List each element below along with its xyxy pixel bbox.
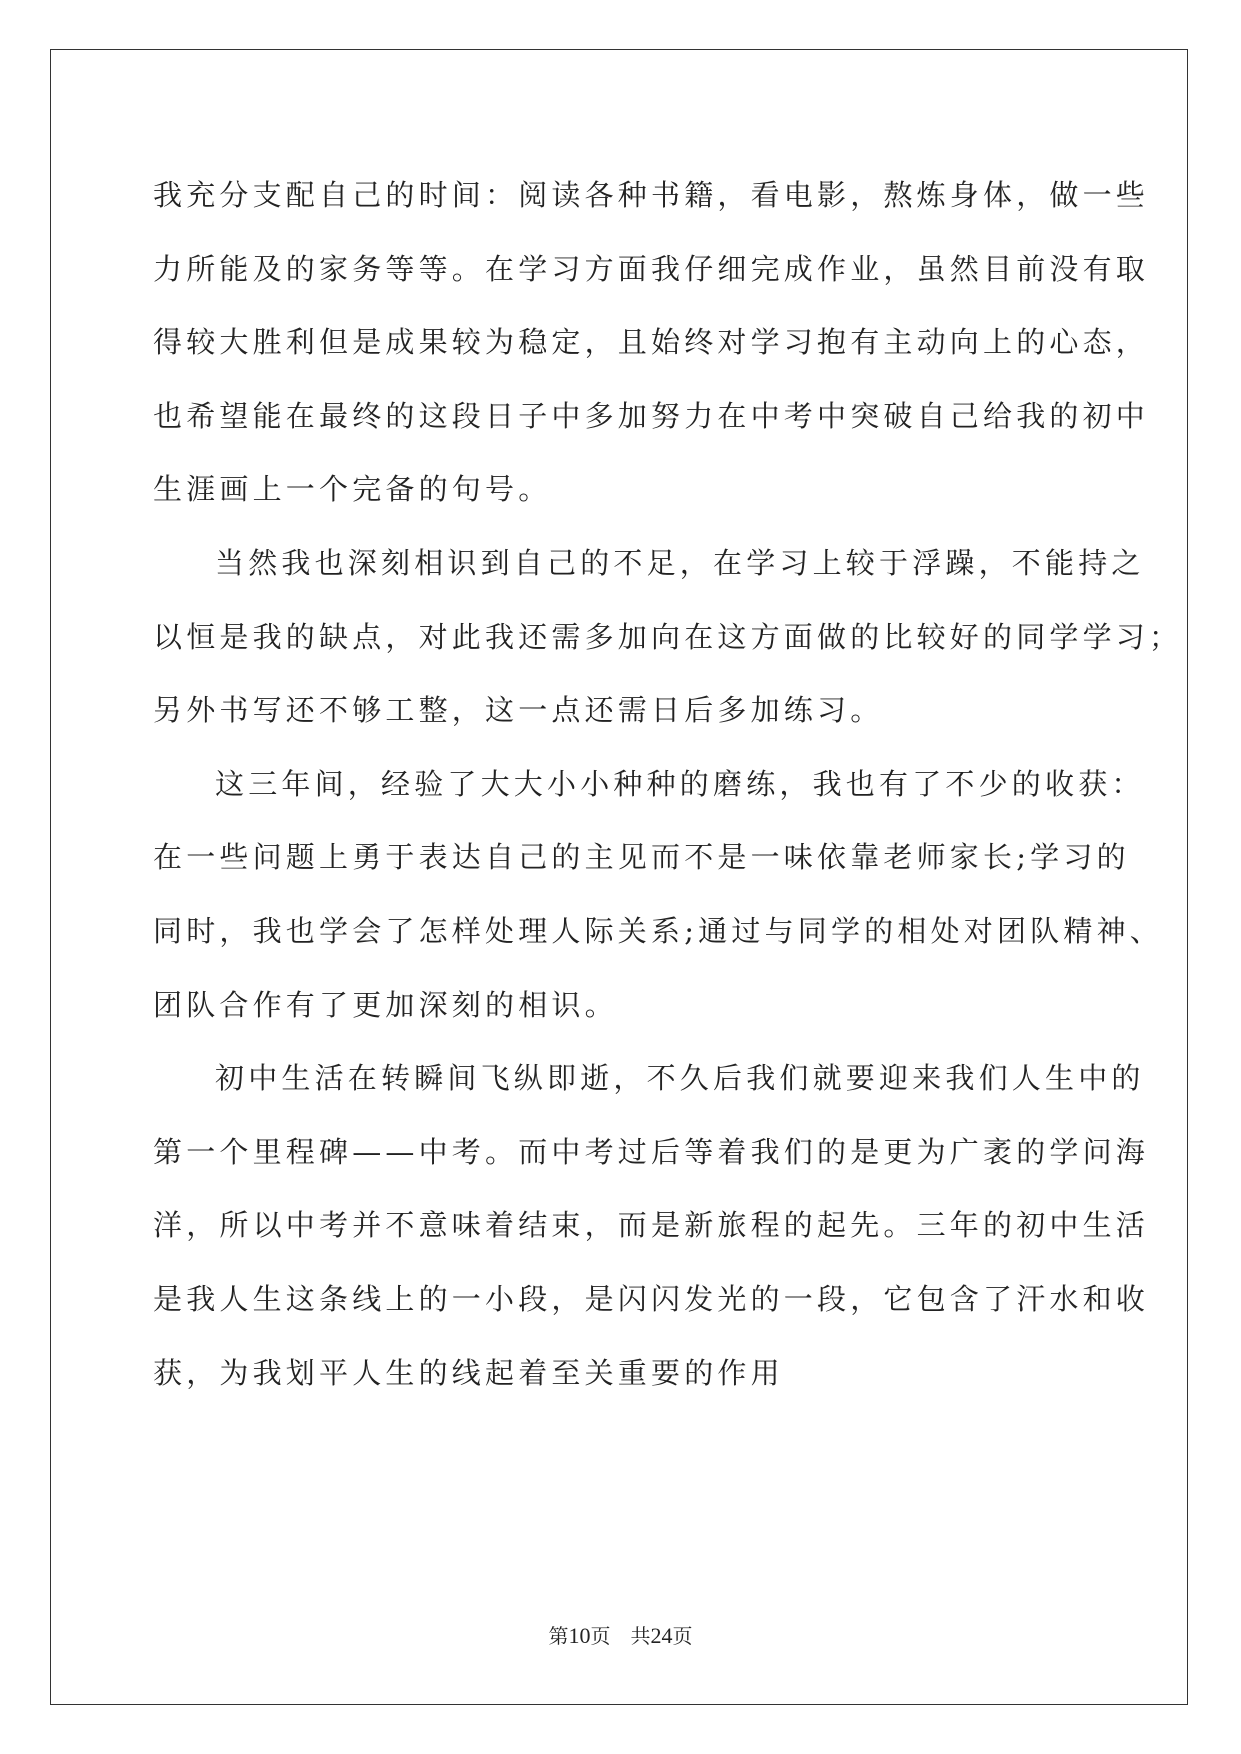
text-line: 得较大胜利但是成果较为稳定，且始终对学习抱有主动向上的心态， bbox=[153, 325, 1150, 360]
page-number-current: 10 bbox=[568, 1623, 591, 1648]
text-line: 团队合作有了更加深刻的相识。 bbox=[153, 987, 618, 1022]
text-line: 当然我也深刻相识到自己的不足，在学习上较于浮躁，不能持之 bbox=[215, 545, 1145, 580]
page-total-prefix: 共 bbox=[630, 1624, 651, 1648]
paragraph-4 bbox=[153, 1042, 1150, 1410]
text-line: 同时，我也学会了怎样处理人际关系;通过与同学的相处对团队精神、 bbox=[153, 913, 1163, 948]
text-line: 我充分支配自己的时间：阅读各种书籍，看电影，熬炼身体，做一些 bbox=[153, 178, 1150, 212]
text-line: 力所能及的家务等等。在学习方面我仔细完成作业，虽然目前没有取 bbox=[153, 251, 1150, 286]
text-line: 这三年间，经验了大大小小种种的磨练，我也有了不少的收获： bbox=[215, 766, 1145, 801]
text-line: 以恒是我的缺点，对此我还需多加向在这方面做的比较好的同学学习； bbox=[153, 619, 1183, 654]
text-line: 洋，所以中考并不意味着结束，而是新旅程的起先。三年的初中生活 bbox=[153, 1208, 1150, 1243]
paragraph-1 bbox=[153, 159, 1150, 527]
page-total-count: 24 bbox=[650, 1623, 673, 1648]
document-body bbox=[153, 159, 1183, 1410]
page-number-prefix: 第 bbox=[548, 1624, 569, 1648]
text-line: 生涯画上一个完备的句号。 bbox=[153, 472, 552, 507]
page-total-suffix: 页 bbox=[672, 1624, 693, 1648]
text-line: 第一个里程碑——中考。而中考过后等着我们的是更为广袤的学问海 bbox=[153, 1134, 1150, 1169]
text-line: 获，为我划平人生的线起着至关重要的作用 bbox=[153, 1355, 784, 1390]
text-line: 在一些问题上勇于表达自己的主见而不是一味依靠老师家长;学习的 bbox=[153, 840, 1130, 875]
paragraph-3 bbox=[153, 748, 1163, 1042]
text-line: 初中生活在转瞬间飞纵即逝，不久后我们就要迎来我们人生中的 bbox=[215, 1061, 1145, 1096]
page-footer bbox=[0, 1620, 1241, 1649]
text-line: 另外书写还不够工整，这一点还需日后多加练习。 bbox=[153, 693, 884, 728]
paragraph-2 bbox=[153, 527, 1183, 748]
text-line: 是我人生这条线上的一小段，是闪闪发光的一段，它包含了汗水和收 bbox=[153, 1281, 1150, 1316]
text-line: 也希望能在最终的这段日子中多加努力在中考中突破自己给我的初中 bbox=[153, 398, 1150, 433]
page-number-suffix: 页 bbox=[590, 1624, 611, 1648]
